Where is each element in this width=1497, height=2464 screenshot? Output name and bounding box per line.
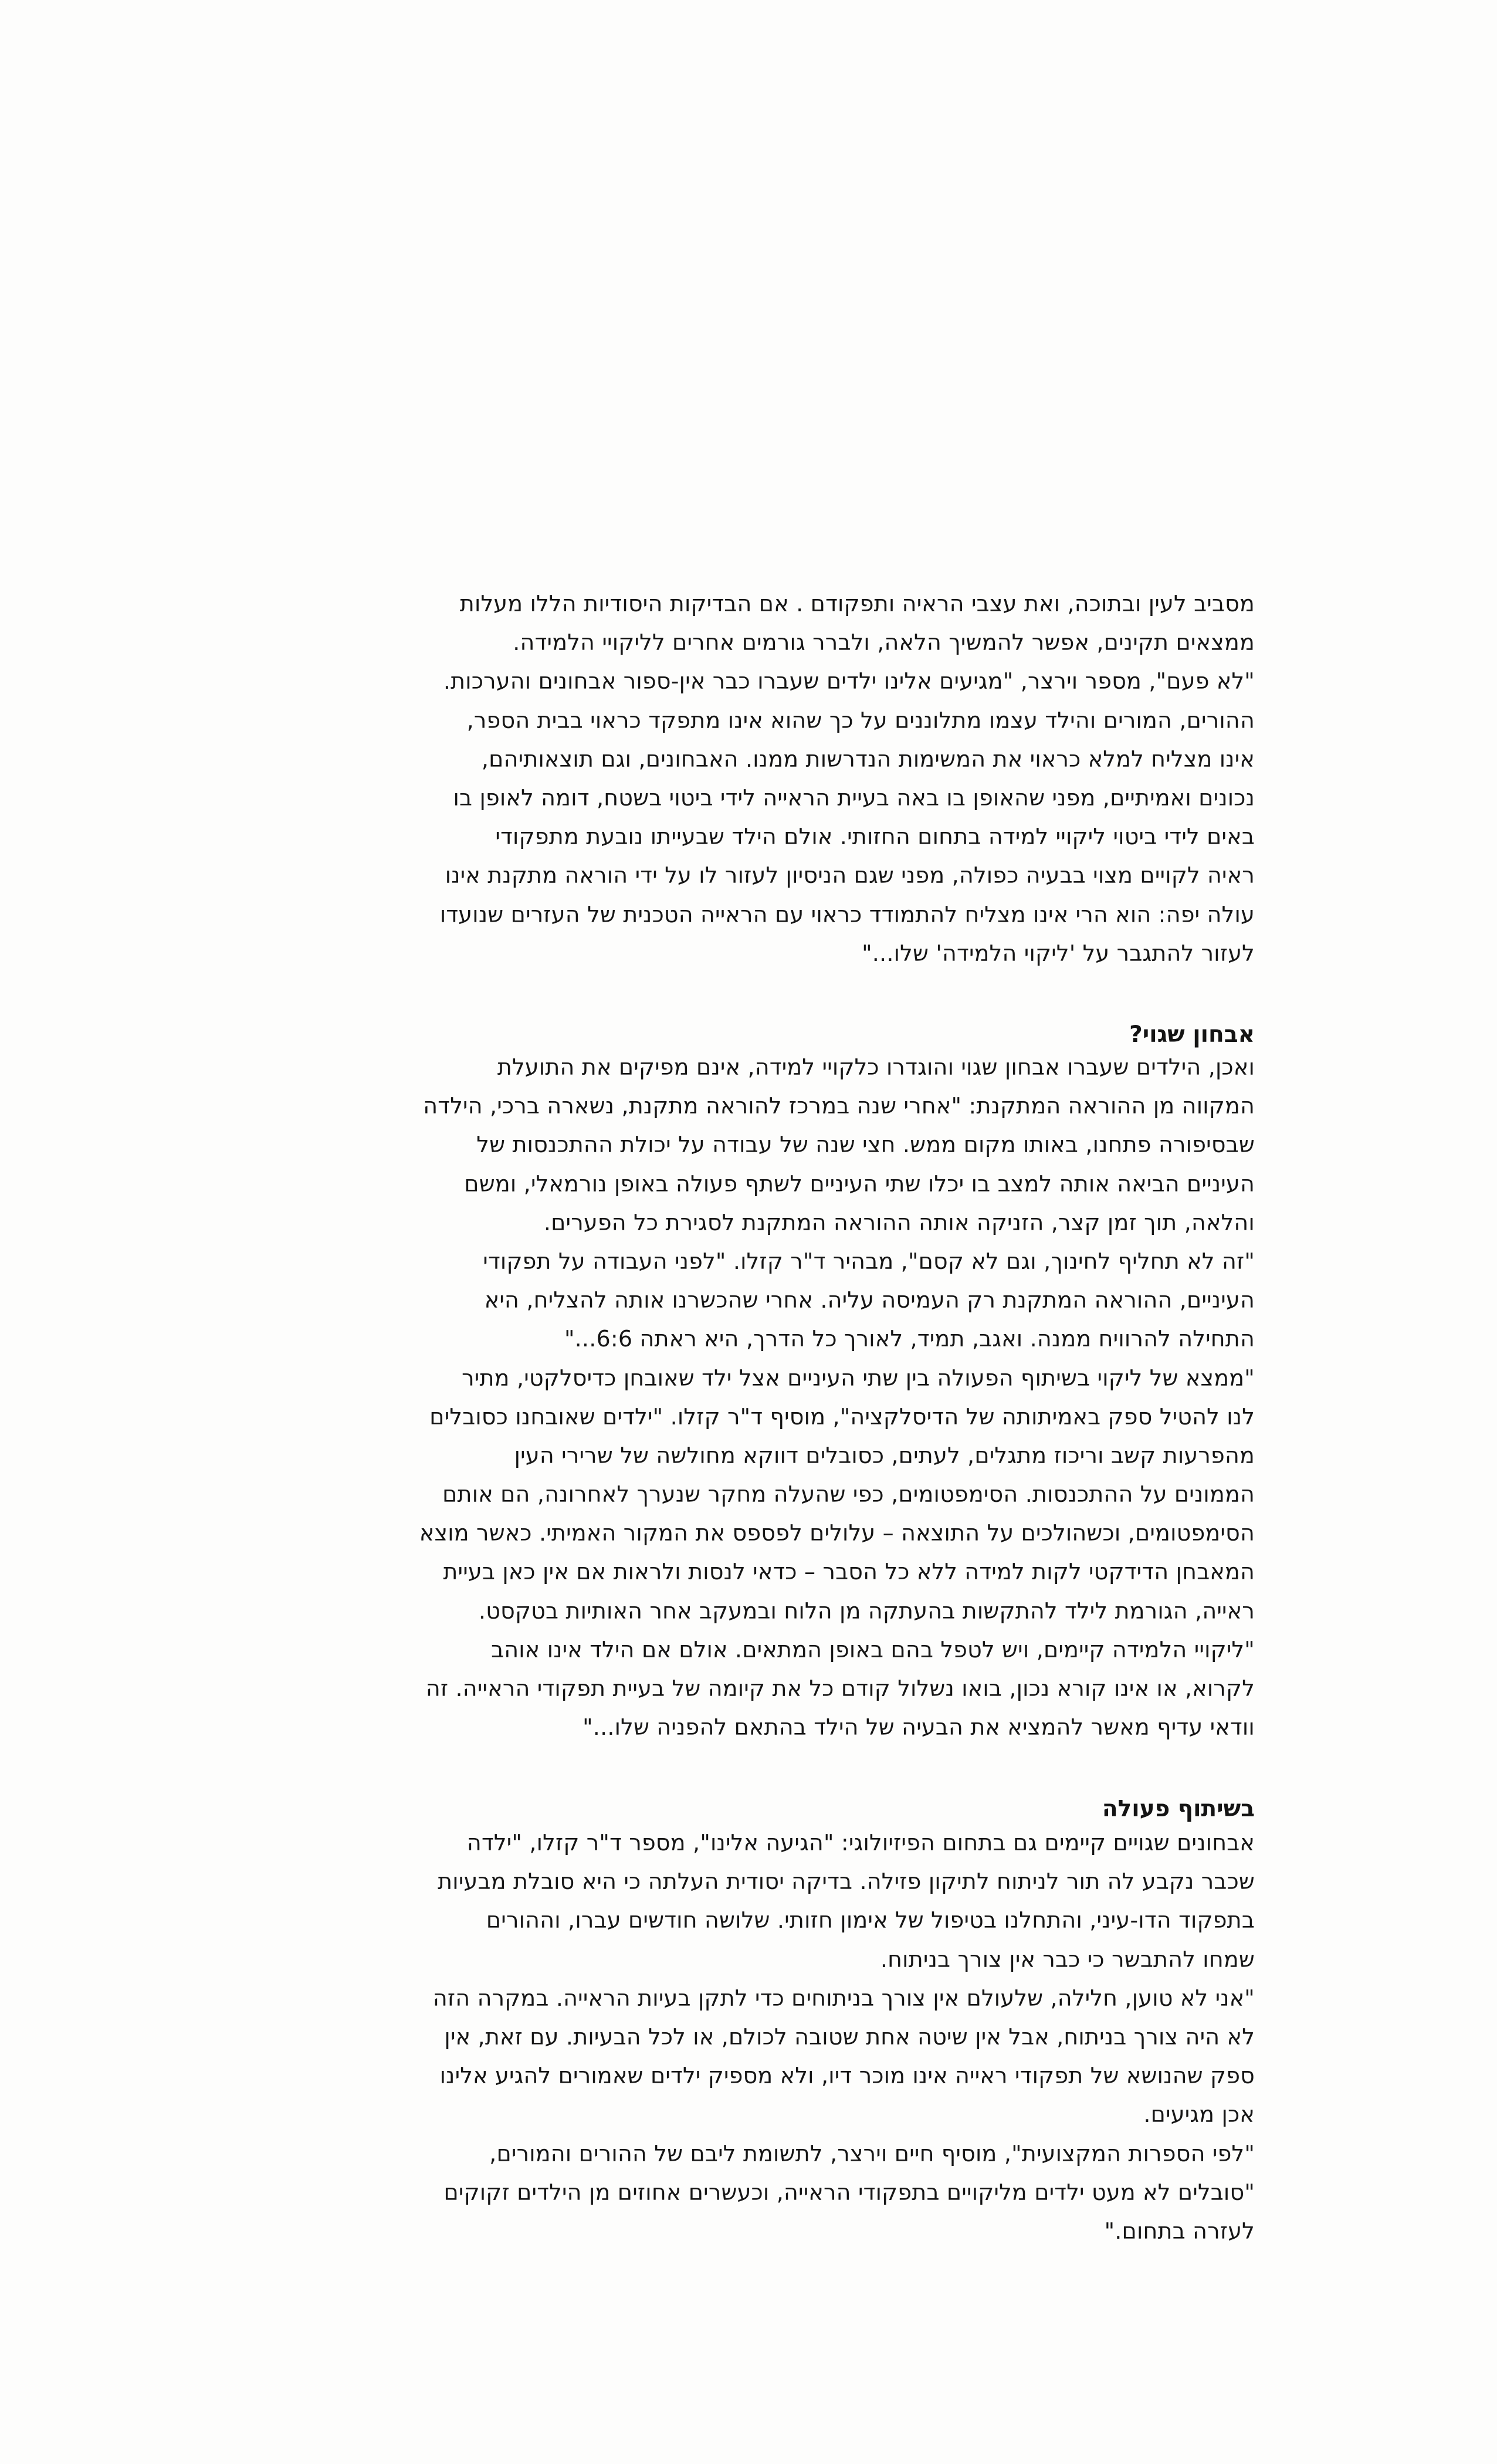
paragraph-line: ואכן, הילדים שעברו אבחון שגוי והוגדרו כלקויי למידה, אינם מפיקים את התועלת bbox=[497, 1054, 1255, 1080]
paragraph-line: ראיה לקויים מצוי בבעיה כפולה, מפני שגם הניסיון לעזור לו על ידי הוראה מתקנת אינו bbox=[445, 862, 1255, 889]
paragraph-line: "לפי הספרות המקצועית", מוסיף חיים וירצר, לתשומת ליבם של ההורים והמורים, bbox=[489, 2140, 1255, 2167]
paragraph-line: שבסיפורה פתחנו, באותו מקום ממש. חצי שנה של עבודה על יכולת ההתכנסות של bbox=[476, 1132, 1255, 1158]
paragraph-line: לנו להטיל ספק באמיתותה של הדיסלקציה", מוסיף ד"ר קזלו. "ילדים שאובחנו כסובלים bbox=[429, 1403, 1255, 1430]
paragraph-line: ההורים, המורים והילד עצמו מתלוננים על כך שהוא אינו מתפקד כראוי בבית הספר, bbox=[466, 707, 1255, 733]
paragraph-line: שכבר נקבע לה תור לניתוח לתיקון פזילה. בדיקה יסודית העלתה כי היא סובלת מבעיות bbox=[438, 1869, 1255, 1895]
paragraph-line: המקווה מן ההוראה המתקנת: "אחרי שנה במרכז להוראה מתקנת, נשארה ברכי, הילדה bbox=[423, 1093, 1255, 1119]
paragraph-line: לא היה צורך בניתוח, אבל אין שיטה אחת שטובה לכולם, או לכל הבעיות. עם זאת, אין bbox=[444, 2023, 1255, 2050]
paragraph-line: ספק שהנושא של תפקודי ראייה אינו מוכר דיו, ולא מספיק ילדים שאמורים להגיע אלינו bbox=[439, 2063, 1255, 2089]
paragraph-line: "אני לא טוען, חלילה, שלעולם אין צורך בניתוחים כדי לתקן בעיות הראייה. במקרה הזה bbox=[432, 1985, 1255, 2011]
paragraph-line: לעזרה בתחום." bbox=[1104, 2218, 1255, 2244]
paragraph-line: "לא פעם", מספר וירצר, "מגיעים אלינו ילדים שעברו כבר אין-ספור אבחונים והערכות. bbox=[443, 668, 1255, 695]
paragraph-line: אינו מצליח למלא כראוי את המשימות הנדרשות ממנו. האבחונים, וגם תוצאותיהם, bbox=[481, 746, 1255, 772]
section-heading-misdiagnosis: אבחון שגוי? bbox=[1129, 1021, 1255, 1048]
paragraph-line: נכונים ואמיתיים, מפני שהאופן בו באה בעיית הראייה לידי ביטוי בשטח, דומה לאופן בו bbox=[453, 784, 1255, 811]
paragraph-line: ממצאים תקינים, אפשר להמשיך הלאה, ולברר גורמים אחרים לליקויי הלמידה. bbox=[513, 629, 1255, 656]
paragraph-line: ראייה, הגורמת לילד להתקשות בהעתקה מן הלוח ובמעקב אחר האותיות בטקסט. bbox=[478, 1597, 1255, 1624]
section-heading-cooperation: בשיתוף פעולה bbox=[1102, 1796, 1255, 1822]
paragraph-line: "זה לא תחליף לחינוך, וגם לא קסם", מבהיר ד"ר קזלו. "לפני העבודה על תפקודי bbox=[483, 1248, 1255, 1274]
paragraph-line: לעזור להתגבר על 'ליקוי הלמידה' שלו..." bbox=[862, 940, 1255, 966]
paragraph-line: אכן מגיעים. bbox=[1143, 2101, 1255, 2128]
article-section-misdiagnosis bbox=[252, 1048, 1255, 1747]
paragraph-line: הסימפטומים, וכשהולכים על התוצאה – עלולים לפספס את המקור האמיתי. כאשר מוצא bbox=[419, 1520, 1255, 1546]
paragraph-line: עולה יפה: הוא הרי אינו מצליח להתמודד כראוי עם הראייה הטכנית של העזרים שנועדו bbox=[439, 901, 1255, 928]
paragraph-line: והלאה, תוך זמן קצר, הזניקה אותה ההוראה המתקנת לסגירת כל הפערים. bbox=[543, 1209, 1255, 1236]
paragraph-line: מסביב לעין ובתוכה, ואת עצבי הראיה ותפקודם . אם הבדיקות היסודיות הללו מעלות bbox=[459, 591, 1255, 617]
paragraph-line: לקרוא, או אינו קורא נכון, בואו נשלול קודם כל את קיומה של בעיית תפקודי הראייה. זה bbox=[425, 1676, 1255, 1701]
paragraph-line: המאבחן הדידקטי לקות למידה ללא כל הסבר – כדאי לנסות ולראות אם אין כאן בעיית bbox=[443, 1559, 1255, 1585]
paragraph-line: "ליקויי הלמידה קיימים, ויש לטפל בהם באופן המתאים. אולם אם הילד אינו אוהב bbox=[491, 1636, 1255, 1663]
paragraph-line: העיניים הביאה אותה למצב בו יכלו שתי העיניים לשתף פעולה באופן נורמאלי, ומשם bbox=[464, 1170, 1255, 1197]
paragraph-line: בתפקוד הדו-עיני, והתחלנו בטיפול של אימון חזותי. שלושה חודשים עברו, וההורים bbox=[486, 1907, 1255, 1934]
paragraph-line: התחילה להרוויח ממנה. ואגב, תמיד, לאורך כל הדרך, היא ראתה 6:6..." bbox=[564, 1326, 1255, 1352]
article-section-cooperation bbox=[252, 1823, 1255, 2250]
paragraph-line: וודאי עדיף מאשר להמציא את הבעיה של הילד בהתאם להפניה שלו..." bbox=[582, 1714, 1255, 1741]
paragraph-line: העיניים, ההוראה המתקנת רק העמיסה עליה. אחרי שהכשרנו אותה להצליח, היא bbox=[484, 1287, 1255, 1314]
paragraph-line: מהפרעות קשב וריכוז מתגלים, לעתים, כסובלים דווקא מחולשה של שרירי העין bbox=[514, 1442, 1255, 1468]
paragraph-line: "ממצא של ליקוי בשיתוף הפעולה בין שתי העיניים אצל ילד שאובחן כדיסלקטי, מתיר bbox=[462, 1365, 1255, 1391]
paragraph-line: הממונים על ההתכנסות. הסימפטומים, כפי שהעלה מחקר שנערך לאחרונה, הם אותם bbox=[442, 1481, 1255, 1508]
paragraph-line: שמחו להתבשר כי כבר אין צורך בניתוח. bbox=[880, 1946, 1255, 1972]
paragraph-line: "סובלים לא מעט ילדים מליקויים בתפקודי הראייה, וכעשרים אחוזים מן הילדים זקוקים bbox=[443, 2179, 1255, 2205]
article-section-continued bbox=[252, 584, 1255, 973]
paragraph-line: באים לידי ביטוי ליקויי למידה בתחום החזותי. אולם הילד שבעייתו נובעת מתפקודי bbox=[495, 824, 1255, 850]
paragraph-line: אבחונים שגויים קיימים גם בתחום הפיזיולוגי: "הגיעה אלינו", מספר ד"ר קזלו, "ילדה bbox=[466, 1830, 1255, 1856]
